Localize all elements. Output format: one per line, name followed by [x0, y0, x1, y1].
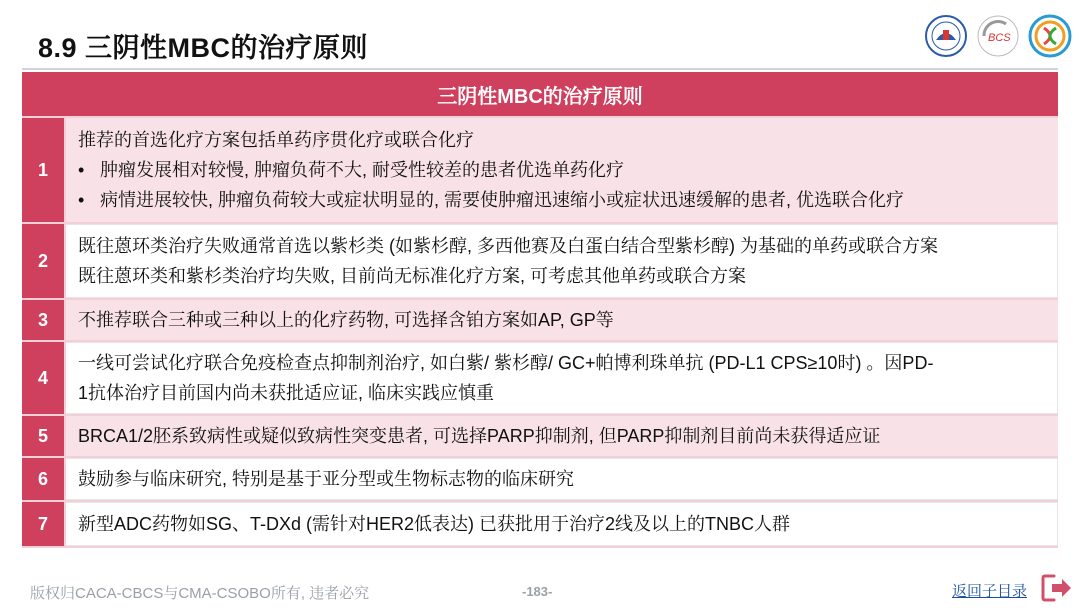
row-number: 4 [22, 342, 66, 414]
copyright-text: 版权归CACA-CBCS与CMA-CSOBO所有, 违者必究 [30, 585, 370, 602]
caca-logo-icon [924, 14, 968, 58]
bullet-dot-icon: • [78, 190, 85, 210]
page-number: -183- [522, 584, 553, 599]
row-text: 1抗体治疗目前国内尚未获批适应证, 临床实践应慎重 [78, 383, 495, 403]
table-row [22, 118, 1058, 224]
row-text: BRCA1/2胚系致病性或疑似致病性突变患者, 可选择PARP抑制剂, 但PARP抑制剂目前尚未获得适应证 [78, 426, 881, 446]
cma-logo-icon [1028, 14, 1072, 58]
row-content [66, 458, 1058, 500]
table-row [22, 342, 1058, 416]
svg-text:BCS: BCS [988, 32, 1011, 44]
page-title: 8.9 三阴性MBC的治疗原则 [38, 33, 369, 63]
row-text: 不推荐联合三种或三种以上的化疗药物, 可选择含铂方案如AP, GP等 [78, 310, 614, 330]
table-row [22, 300, 1058, 342]
row-content [66, 502, 1058, 546]
row-number: 5 [22, 416, 66, 456]
bullet-dot-icon: • [78, 160, 85, 180]
bullet-text: 肿瘤发展相对较慢, 肿瘤负荷不大, 耐受性较差的患者优选单药化疗 [100, 160, 625, 180]
table-row [22, 458, 1058, 502]
row-text: 既往蒽环类治疗失败通常首选以紫杉类 (如紫杉醇, 多西他赛及白蛋白结合型紫杉醇) 为基础的单药或联合方案 [78, 236, 938, 256]
exit-arrow-icon[interactable] [1040, 573, 1074, 603]
row-content [66, 224, 1058, 298]
principles-table [22, 72, 1058, 548]
title-divider [22, 68, 1058, 70]
table-row [22, 224, 1058, 300]
row-number: 7 [22, 502, 66, 546]
row-text: 推荐的首选化疗方案包括单药序贯化疗或联合化疗 [78, 130, 474, 150]
row-number: 6 [22, 458, 66, 500]
bullet-item [78, 155, 1046, 185]
row-content [66, 118, 1058, 222]
row-content [66, 342, 1058, 414]
bullet-text: 病情进展较快, 肿瘤负荷较大或症状明显的, 需要使肿瘤迅速缩小或症状迅速缓解的患者, 优选联合化疗 [100, 190, 905, 210]
bcs-logo-icon [976, 14, 1020, 58]
bullet-item [78, 185, 1046, 215]
back-to-subdirectory-link[interactable]: 返回子目录 [952, 583, 1028, 600]
row-number: 3 [22, 300, 66, 340]
row-number: 1 [22, 118, 66, 222]
row-content [66, 416, 1058, 456]
row-text: 新型ADC药物如SG、T-DXd (需针对HER2低表达) 已获批用于治疗2线及以上的TNBC人群 [78, 514, 791, 534]
row-content [66, 300, 1058, 340]
row-number: 2 [22, 224, 66, 298]
table-row [22, 416, 1058, 458]
row-text: 一线可尝试化疗联合免疫检查点抑制剂治疗, 如白紫/ 紫杉醇/ GC+帕博利珠单抗 (PD-L1 CPS≥10时) 。因PD- [78, 353, 934, 373]
table-row [22, 502, 1058, 548]
header-logos [924, 14, 1072, 58]
table-header: 三阴性MBC的治疗原则 [22, 72, 1058, 118]
row-text: 既往蒽环类和紫杉类治疗均失败, 目前尚无标准化疗方案, 可考虑其他单药或联合方案 [78, 266, 747, 286]
row-text: 鼓励参与临床研究, 特别是基于亚分型或生物标志物的临床研究 [78, 469, 574, 489]
